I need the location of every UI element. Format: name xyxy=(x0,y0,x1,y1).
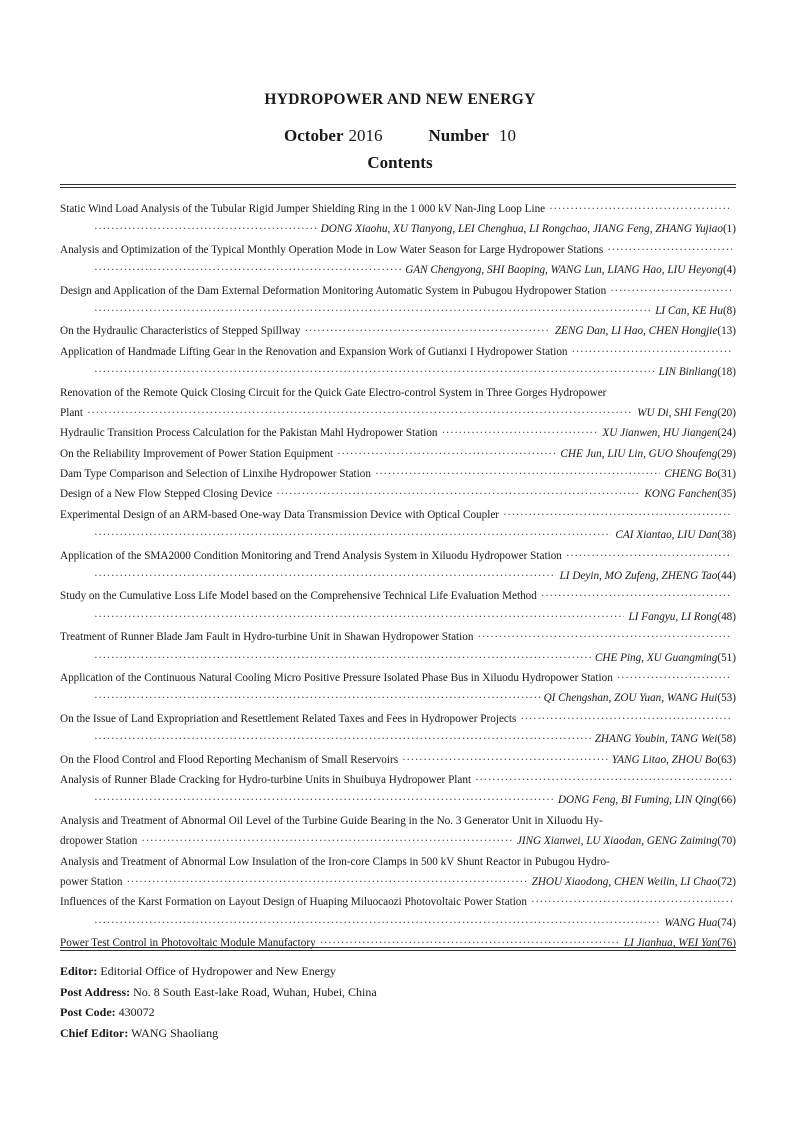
entry-authors: CHE Ping, XU Guangming xyxy=(594,651,718,664)
footer-postcode xyxy=(60,1002,736,1023)
toc-entry xyxy=(60,464,736,484)
entry-title-line xyxy=(60,627,736,647)
entry-authors: LI Fangyu, LI Rong xyxy=(628,610,718,623)
entry-page: (44) xyxy=(717,570,736,583)
dot-leader xyxy=(531,892,732,912)
toc-entry xyxy=(60,444,736,464)
entry-title: Design of a New Flow Stepped Closing Device xyxy=(60,488,273,501)
dot-leader xyxy=(304,321,550,341)
entry-title-line xyxy=(60,750,736,770)
entry-page: (20) xyxy=(717,406,736,419)
dot-leader xyxy=(94,913,660,933)
dot-leader xyxy=(402,750,608,770)
issue-number: 10 xyxy=(498,126,516,145)
footer-address-value: No. 8 South East-lake Road, Wuhan, Hubei, China xyxy=(133,984,377,999)
issue-year: 2016 xyxy=(348,126,383,145)
entry-title: Renovation of the Remote Quick Closing Circuit for the Quick Gate Electro-control System in Three Gorges Hydropower xyxy=(60,386,607,399)
dot-leader xyxy=(87,403,633,423)
entry-title-line xyxy=(60,403,736,423)
journal-title: HYDROPOWER AND NEW ENERGY xyxy=(264,91,536,108)
dot-leader xyxy=(475,770,732,790)
entry-title: Application of Handmade Lifting Gear in the Renovation and Expansion Work of Gutianxi I Hydropower Station xyxy=(60,345,568,358)
entry-title: Analysis and Treatment of Abnormal Low Insulation of the Iron-core Clamps in 500 kV Shunt Reactor in Pubugou Hydro- xyxy=(60,855,610,868)
dot-leader xyxy=(141,831,513,851)
toc-entry xyxy=(60,770,736,811)
dot-leader xyxy=(520,709,732,729)
entry-authors: YANG Litao, ZHOU Bo xyxy=(611,753,718,766)
entry-title: Analysis and Optimization of the Typical Monthly Operation Mode in Low Water Season for Large Hydropower Stations xyxy=(60,243,604,256)
toc-entry xyxy=(60,586,736,627)
entry-authors: KONG Fanchen xyxy=(644,488,718,501)
entry-authors: LI Can, KE Hu xyxy=(655,304,723,317)
dot-leader xyxy=(477,627,732,647)
entry-page: (58) xyxy=(717,733,736,746)
dot-leader xyxy=(375,464,660,484)
entry-title-line xyxy=(60,484,736,504)
toc-entry xyxy=(60,240,736,281)
entry-title-line xyxy=(60,342,736,362)
entry-title-line xyxy=(60,423,736,443)
dot-leader xyxy=(572,342,732,362)
dot-leader xyxy=(549,199,732,219)
entry-title-line xyxy=(60,831,736,851)
entry-page: (76) xyxy=(717,937,736,950)
entry-page: (70) xyxy=(717,835,736,848)
top-rule xyxy=(60,184,736,185)
dot-leader xyxy=(276,484,640,504)
table-of-contents xyxy=(60,199,736,953)
entry-page: (72) xyxy=(717,875,736,888)
footer-address xyxy=(60,982,736,1003)
entry-title-line xyxy=(60,240,736,260)
footer-chief-value: WANG Shaoliang xyxy=(131,1025,219,1040)
entry-title: Experimental Design of an ARM-based One-way Data Transmission Device with Optical Coupler xyxy=(60,508,500,521)
entry-title: On the Hydraulic Characteristics of Stepped Spillway xyxy=(60,325,301,338)
contents-heading: Contents xyxy=(367,153,433,172)
entry-authors: DONG Xiaohu, XU Tianyong, LEI Chenghua, LI Rongchao, JIANG Feng, ZHANG Yujiao xyxy=(320,223,723,236)
toc-entry xyxy=(60,892,736,933)
entry-title: On the Issue of Land Expropriation and Resettlement Related Taxes and Fees in Hydropower Projects xyxy=(60,712,517,725)
entry-title-line xyxy=(60,586,736,606)
entry-authors: LI Deyin, MO Zufeng, ZHENG Tao xyxy=(559,570,718,583)
toc-entry xyxy=(60,750,736,770)
entry-title-line xyxy=(60,546,736,566)
entry-page: (29) xyxy=(717,447,736,460)
entry-authors: DONG Feng, BI Fuming, LIN Qing xyxy=(557,794,718,807)
dot-leader xyxy=(94,790,554,810)
entry-page: (74) xyxy=(717,916,736,929)
footer-postcode-value: 430072 xyxy=(118,1005,155,1019)
entry-page: (31) xyxy=(717,468,736,481)
entry-author-line xyxy=(60,648,736,668)
dot-leader xyxy=(94,688,540,708)
entry-authors: WANG Hua xyxy=(664,916,718,929)
entry-title-line xyxy=(60,872,736,892)
entry-page: (24) xyxy=(717,427,736,440)
issue-number-label: Number xyxy=(428,126,489,145)
toc-entry xyxy=(60,383,736,424)
entry-page: (38) xyxy=(717,529,736,542)
bottom-rule xyxy=(60,947,736,948)
entry-author-line xyxy=(60,301,736,321)
toc-entry xyxy=(60,423,736,443)
footer-chief-editor xyxy=(60,1023,736,1044)
entry-title-line xyxy=(60,321,736,341)
toc-entry xyxy=(60,852,736,893)
dot-leader xyxy=(94,648,591,668)
entry-author-line xyxy=(60,790,736,810)
entry-author-line xyxy=(60,688,736,708)
entry-page: (35) xyxy=(717,488,736,501)
toc-entry xyxy=(60,627,736,668)
entry-author-line xyxy=(60,362,736,382)
entry-page: (13) xyxy=(717,325,736,338)
entry-page: (51) xyxy=(717,651,736,664)
dot-leader xyxy=(94,219,317,239)
entry-title: Design and Application of the Dam External Deformation Monitoring Automatic System in Pubugou Hydropower Station xyxy=(60,284,607,297)
entry-author-line xyxy=(60,607,736,627)
entry-title: Analysis and Treatment of Abnormal Oil Level of the Turbine Guide Bearing in the No. 3 Generator Unit in Xiluodu Hy- xyxy=(60,814,603,827)
toc-entry xyxy=(60,505,736,546)
entry-author-line xyxy=(60,566,736,586)
entry-title: On the Reliability Improvement of Power Station Equipment xyxy=(60,447,334,460)
entry-author-line xyxy=(60,913,736,933)
entry-title: Static Wind Load Analysis of the Tubular Rigid Jumper Shielding Ring in the 1 000 kV Nan-Jing Loop Line xyxy=(60,203,546,215)
entry-title-line xyxy=(60,892,736,912)
entry-title-line xyxy=(60,281,736,301)
dot-leader xyxy=(94,566,556,586)
entry-page: (48) xyxy=(717,610,736,623)
entry-page: (1) xyxy=(722,223,736,236)
footer-postcode-label: Post Code: xyxy=(60,1005,116,1019)
entry-page: (4) xyxy=(722,264,736,277)
entry-page: (18) xyxy=(717,366,736,379)
entry-title-line xyxy=(60,505,736,525)
dot-leader xyxy=(126,872,527,892)
entry-authors: QI Chengshan, ZOU Yuan, WANG Hui xyxy=(543,692,718,705)
toc-entry xyxy=(60,321,736,341)
entry-title: Study on the Cumulative Loss Life Model based on the Comprehensive Technical Life Evaluation Method xyxy=(60,590,537,603)
entry-title: On the Flood Control and Flood Reporting Mechanism of Small Reservoirs xyxy=(60,753,399,766)
entry-authors: CHENG Bo xyxy=(664,468,718,481)
dot-leader xyxy=(610,281,732,301)
entry-title: Influences of the Karst Formation on Layout Design of Huaping Miluocaozi Photovoltaic Power Station xyxy=(60,896,527,909)
entry-authors: ZHOU Xiaodong, CHEN Weilin, LI Chao xyxy=(531,875,718,888)
toc-entry xyxy=(60,281,736,322)
entry-title-line xyxy=(60,668,736,688)
issue-line xyxy=(0,126,800,146)
entry-title-line xyxy=(60,852,736,872)
entry-title: Plant xyxy=(60,406,83,419)
entry-authors: LIN Binliang xyxy=(658,366,718,379)
issue-month: October xyxy=(284,126,344,145)
footer-editor xyxy=(60,961,736,982)
toc-entry xyxy=(60,342,736,383)
dot-leader xyxy=(94,260,401,280)
toc-entry xyxy=(60,811,736,852)
entry-authors: ZENG Dan, LI Hao, CHEN Hongjie xyxy=(554,325,718,338)
dot-leader xyxy=(442,423,599,443)
dot-leader xyxy=(94,525,611,545)
entry-page: (53) xyxy=(717,692,736,705)
footer-chief-label: Chief Editor: xyxy=(60,1025,129,1040)
entry-title: Hydraulic Transition Process Calculation for the Pakistan Mahl Hydropower Station xyxy=(60,427,438,440)
entry-authors: WU Di, SHI Feng xyxy=(637,406,718,419)
dot-leader xyxy=(337,444,556,464)
toc-entry xyxy=(60,199,736,240)
toc-entry xyxy=(60,668,736,709)
footer-info xyxy=(60,961,736,1043)
footer-editor-value: Editorial Office of Hydropower and New Energy xyxy=(100,964,336,978)
toc-entry xyxy=(60,546,736,587)
dot-leader xyxy=(94,729,591,749)
entry-title: Application of the SMA2000 Condition Monitoring and Trend Analysis System in Xiluodu Hydropower Station xyxy=(60,549,562,562)
entry-authors: LI Jianhua, WEI Yan xyxy=(623,937,718,950)
entry-authors: CAI Xiantao, LIU Dan xyxy=(615,529,718,542)
entry-authors: JING Xianwei, LU Xiaodan, GENG Zaiming xyxy=(516,835,718,848)
entry-title: dropower Station xyxy=(60,835,138,848)
entry-authors: CHE Jun, LIU Lin, GUO Shoufeng xyxy=(560,447,718,460)
entry-title-line xyxy=(60,709,736,729)
entry-title-line xyxy=(60,464,736,484)
entry-title-line xyxy=(60,444,736,464)
dot-leader xyxy=(94,362,655,382)
entry-title: Analysis of Runner Blade Cracking for Hydro-turbine Units in Shuibuya Hydropower Plant xyxy=(60,773,472,786)
toc-entry xyxy=(60,484,736,504)
dot-leader xyxy=(94,301,651,321)
entry-title: Treatment of Runner Blade Jam Fault in Hydro-turbine Unit in Shawan Hydropower Station xyxy=(60,631,474,644)
entry-author-line xyxy=(60,260,736,280)
entry-title-line xyxy=(60,811,736,831)
dot-leader xyxy=(541,586,732,606)
bottom-rule-double xyxy=(60,950,736,951)
entry-title-line xyxy=(60,383,736,403)
top-rule-double xyxy=(60,187,736,188)
footer-address-label: Post Address: xyxy=(60,984,131,999)
entry-title: Power Test Control in Photovoltaic Module Manufactory xyxy=(60,937,316,950)
footer-editor-label: Editor: xyxy=(60,964,98,978)
entry-authors: GAN Chengyong, SHI Baoping, WANG Lun, LIANG Hao, LIU Heyong xyxy=(405,264,723,277)
entry-authors: ZHANG Youbin, TANG Wei xyxy=(594,733,718,746)
toc-entry xyxy=(60,709,736,750)
dot-leader xyxy=(503,505,732,525)
entry-author-line xyxy=(60,729,736,749)
dot-leader xyxy=(617,668,732,688)
dot-leader xyxy=(94,607,624,627)
dot-leader xyxy=(607,240,732,260)
entry-page: (8) xyxy=(722,304,736,317)
entry-page: (66) xyxy=(717,794,736,807)
entry-authors: XU Jianwen, HU Jiangen xyxy=(602,427,718,440)
entry-title-line xyxy=(60,770,736,790)
entry-title: Application of the Continuous Natural Cooling Micro Positive Pressure Isolated Phase Bus in Xiluodu Hydropower Station xyxy=(60,671,613,684)
entry-page: (63) xyxy=(717,753,736,766)
entry-author-line xyxy=(60,219,736,239)
entry-title: power Station xyxy=(60,875,123,888)
entry-author-line xyxy=(60,525,736,545)
entry-title-line xyxy=(60,199,736,219)
dot-leader xyxy=(566,546,732,566)
entry-title: Dam Type Comparison and Selection of Linxihe Hydropower Station xyxy=(60,468,371,481)
